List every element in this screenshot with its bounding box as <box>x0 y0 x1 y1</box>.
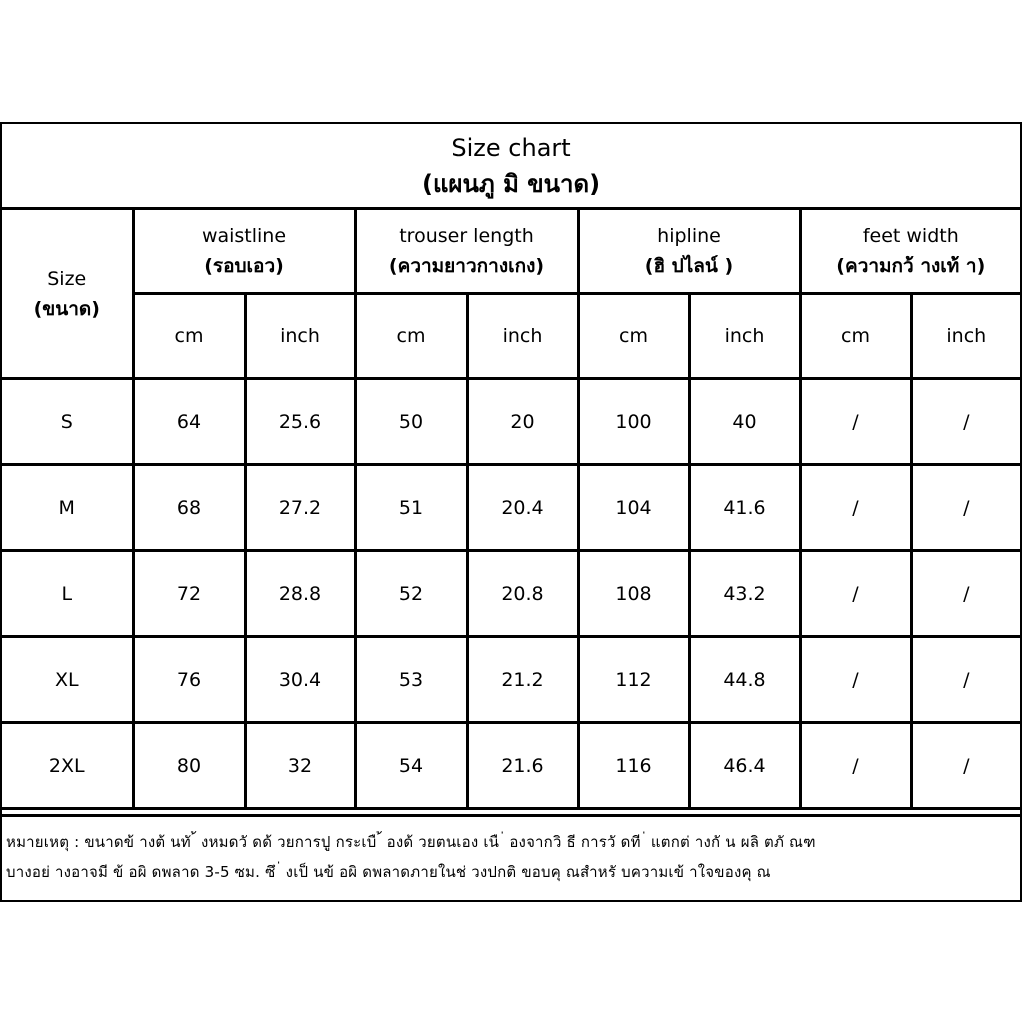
table-cell: 54 <box>355 723 467 809</box>
table-cell: / <box>911 723 1020 809</box>
table-cell: 112 <box>578 637 689 723</box>
unit-header: cm <box>800 294 911 379</box>
size-chart-table <box>2 124 1020 810</box>
group-header-th: (ความยาวกางเกง) <box>388 255 545 277</box>
table-row <box>2 379 1020 465</box>
note-line-1: หมายเหตุ : ขนาดข้ างต้ นทั ้ งหมดวั ดด้ วยการปู กระเบื ้ องด้ วยตนเอง เนื ่ องจากวิ ธี การวั ดที ่ แตกต่ างกั น ผลิ ตภั ณฑ <box>6 833 816 851</box>
group-header-waistline <box>133 209 355 294</box>
table-cell: 68 <box>133 465 245 551</box>
group-header-trouser-length <box>355 209 578 294</box>
table-cell: 27.2 <box>245 465 355 551</box>
table-cell: 20 <box>467 379 578 465</box>
table-cell: 80 <box>133 723 245 809</box>
table-row <box>2 637 1020 723</box>
group-header-feet-width <box>800 209 1020 294</box>
table-cell: 104 <box>578 465 689 551</box>
group-header-en: hipline <box>657 225 721 247</box>
table-cell: 25.6 <box>245 379 355 465</box>
table-cell: 28.8 <box>245 551 355 637</box>
table-cell: / <box>800 637 911 723</box>
table-cell: 43.2 <box>689 551 800 637</box>
unit-header: inch <box>689 294 800 379</box>
table-cell: 64 <box>133 379 245 465</box>
chart-title-th: (แผนภู มิ ขนาด) <box>421 169 601 198</box>
unit-header: inch <box>245 294 355 379</box>
size-chart-sheet <box>0 122 1022 902</box>
table-cell: 21.2 <box>467 637 578 723</box>
table-cell: 30.4 <box>245 637 355 723</box>
group-header-th: (ความกว้ างเท้ า) <box>836 255 986 277</box>
table-row <box>2 465 1020 551</box>
table-cell: 100 <box>578 379 689 465</box>
size-label: 2XL <box>2 723 133 809</box>
unit-header: cm <box>578 294 689 379</box>
table-cell: 32 <box>245 723 355 809</box>
size-header-en: Size <box>47 267 87 290</box>
table-cell: 53 <box>355 637 467 723</box>
table-cell: 50 <box>355 379 467 465</box>
group-header-en: waistline <box>201 225 287 247</box>
table-cell: 72 <box>133 551 245 637</box>
size-column-header <box>2 209 133 379</box>
table-cell: / <box>800 465 911 551</box>
table-cell: 20.4 <box>467 465 578 551</box>
table-cell: 108 <box>578 551 689 637</box>
table-cell: / <box>800 551 911 637</box>
table-cell: 21.6 <box>467 723 578 809</box>
table-cell: 40 <box>689 379 800 465</box>
chart-title <box>2 124 1020 209</box>
table-cell: 76 <box>133 637 245 723</box>
table-cell: 41.6 <box>689 465 800 551</box>
table-cell: / <box>800 379 911 465</box>
size-label: XL <box>2 637 133 723</box>
size-label: L <box>2 551 133 637</box>
unit-header: inch <box>911 294 1020 379</box>
table-cell: 20.8 <box>467 551 578 637</box>
group-header-th: (ฮิ ปไลน์ ) <box>644 255 734 277</box>
size-label: M <box>2 465 133 551</box>
unit-header: cm <box>133 294 245 379</box>
size-header-th: (ขนาด) <box>33 297 100 320</box>
table-row <box>2 551 1020 637</box>
table-cell: / <box>800 723 911 809</box>
size-label: S <box>2 379 133 465</box>
table-cell: / <box>911 379 1020 465</box>
table-cell: / <box>911 551 1020 637</box>
table-row <box>2 723 1020 809</box>
group-header-hipline <box>578 209 800 294</box>
table-cell: 51 <box>355 465 467 551</box>
group-header-en: feet width <box>862 225 959 247</box>
unit-header: cm <box>355 294 467 379</box>
unit-header: inch <box>467 294 578 379</box>
table-cell: 116 <box>578 723 689 809</box>
table-cell: 46.4 <box>689 723 800 809</box>
note-line-2: บางอย่ างอาจมี ข้ อผิ ดพลาด 3-5 ซม. ซึ ่ งเป็ นข้ อผิ ดพลาดภายในช่ วงปกติ ขอบคุ ณสำหรั บความเข้ าใจของคุ ณ <box>6 863 771 881</box>
group-header-th: (รอบเอว) <box>204 255 284 277</box>
size-note <box>2 814 1020 900</box>
table-cell: / <box>911 465 1020 551</box>
table-cell: 44.8 <box>689 637 800 723</box>
group-header-en: trouser length <box>399 225 534 247</box>
table-cell: 52 <box>355 551 467 637</box>
chart-title-en: Size chart <box>451 133 571 162</box>
table-cell: / <box>911 637 1020 723</box>
